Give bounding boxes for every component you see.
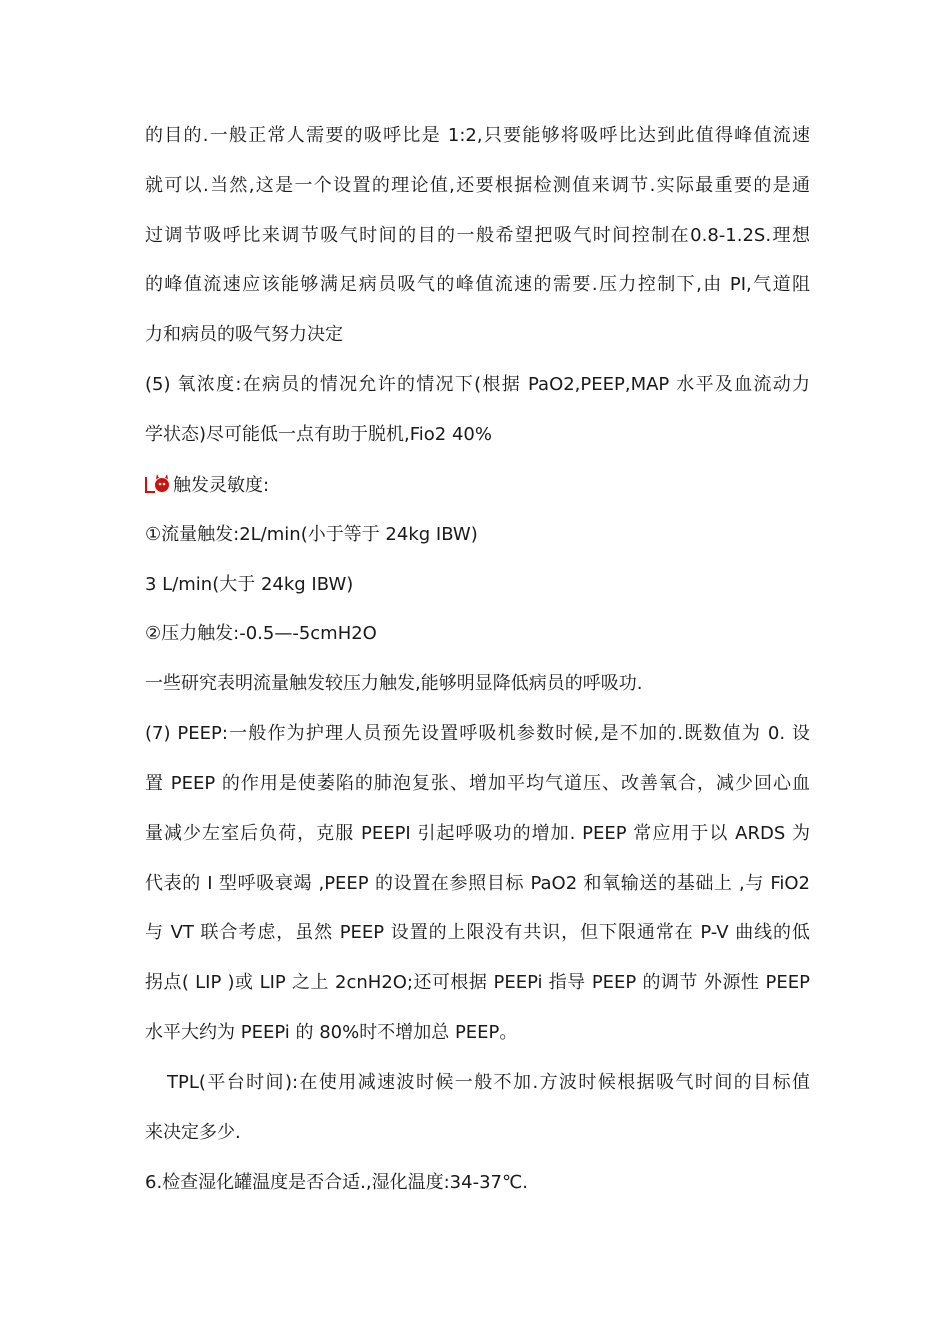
text-line: 拐点( LIP )或 LIP 之上 2cnH2O;还可根据 PEEPi 指导 PEEP 的调节 外源性 PEEP <box>145 972 810 993</box>
red-devil-icon <box>145 473 173 495</box>
text-line: 与 VT 联合考虑，虽然 PEEP 设置的上限没有共识，但下限通常在 P-V 曲线的低 <box>145 922 810 943</box>
text-line: 过调节吸呼比来调节吸气时间的目的一般希望把吸气时间控制在0.8-1.2S.理想 <box>145 225 810 246</box>
text-line: 代表的 I 型呼吸衰竭 ,PEEP 的设置在参照目标 PaO2 和氧输送的基础上 ,与 FiO2 <box>145 873 810 894</box>
heading-text: 触发灵敏度: <box>173 475 270 496</box>
text-line: 置 PEEP 的作用是使萎陷的肺泡复张、增加平均气道压、改善氧合，减少回心血 <box>145 773 810 794</box>
text-line: 学状态)尽可能低一点有助于脱机,Fio2 40% <box>145 424 492 445</box>
text-line: 的峰值流速应该能够满足病员吸气的峰值流速的需要.压力控制下,由 PI,气道阻 <box>145 274 810 295</box>
text-line: 就可以.当然,这是一个设置的理论值,还要根据检测值来调节.实际最重要的是通 <box>145 175 810 196</box>
text-line: ①流量触发:2L/min(小于等于 24kg IBW) <box>145 524 478 545</box>
text-line: 量减少左室后负荷，克服 PEEPI 引起呼吸功的增加. PEEP 常应用于以 ARDS 为 <box>145 823 810 844</box>
text-line: 一些研究表明流量触发较压力触发,能够明显降低病员的呼吸功. <box>145 673 643 694</box>
text-line: 6.检查湿化罐温度是否合适.,湿化温度:34-37℃. <box>145 1172 528 1193</box>
text-line: (5) 氧浓度:在病员的情况允许的情况下(根据 PaO2,PEEP,MAP 水平及血流动力 <box>145 374 810 395</box>
text-line: 水平大约为 PEEPi 的 80%时不增加总 PEEP。 <box>145 1022 518 1043</box>
trigger-sensitivity-heading <box>145 473 810 498</box>
text-line: 的目的.一般正常人需要的吸呼比是 1:2,只要能够将吸呼比达到此值得峰值流速 <box>145 125 810 146</box>
text-line: TPL(平台时间):在使用减速波时候一般不加.方波时候根据吸气时间的目标值 <box>167 1072 810 1093</box>
text-line: 3 L/min(大于 24kg IBW) <box>145 574 354 595</box>
text-line: ②压力触发:-0.5—-5cmH2O <box>145 623 377 644</box>
text-line: (7) PEEP:一般作为护理人员预先设置呼吸机参数时候,是不加的.既数值为 0. 设 <box>145 723 810 744</box>
text-line: 来决定多少. <box>145 1122 241 1143</box>
text-line: 力和病员的吸气努力决定 <box>145 324 343 345</box>
